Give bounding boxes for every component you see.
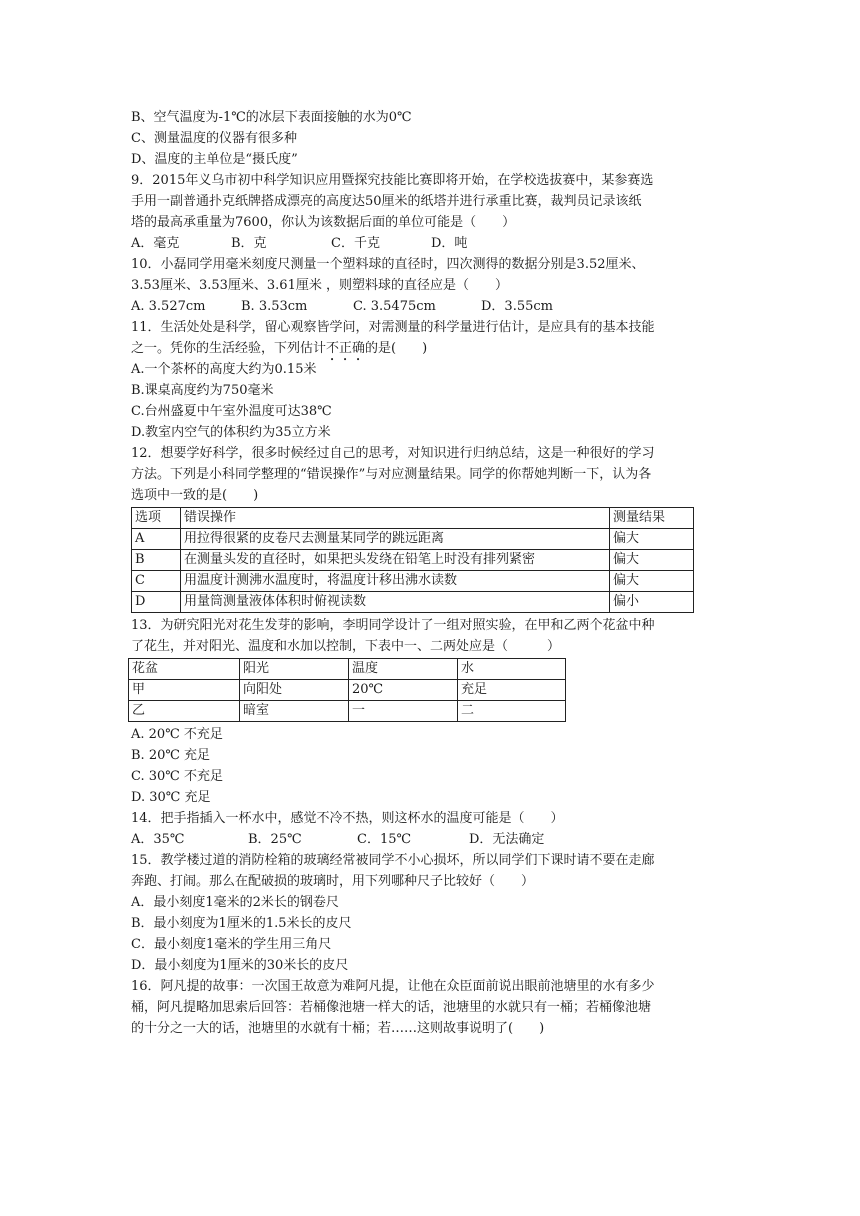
question-text: 塔的最高承重量为7600，你认为该数据后面的单位可能是（ ）	[131, 215, 516, 230]
answer-options	[131, 829, 731, 850]
answer-options	[131, 296, 731, 317]
table-cell: 偏大	[610, 571, 694, 592]
table-cell: 一	[349, 701, 458, 722]
option-c: C．15℃	[357, 832, 412, 847]
table-cell: B	[132, 550, 181, 571]
option-a: A. 20℃ 不充足	[131, 727, 223, 742]
table-row	[129, 701, 566, 722]
table-header-cell: 选项	[132, 508, 181, 529]
question-text: 14．把手指插入一杯水中，感觉不冷不热，则这杯水的温度可能是（ ）	[131, 811, 564, 826]
table-row	[132, 529, 694, 550]
question-text: 了花生，并对阳光、温度和水加以控制，下表中一、二两处应是（ ）	[131, 639, 561, 654]
question-text: 的十分之一大的话，池塘里的水就有十桶；若……这则故事说明了( )	[131, 1021, 545, 1036]
option-b: B. 3.53cm	[241, 299, 308, 314]
question-10	[131, 254, 731, 317]
question-text: 3.53厘米、3.53厘米、3.61厘米 ，则塑料球的直径应是（ ）	[131, 278, 508, 293]
table-cell: 充足	[458, 680, 566, 701]
option-d-line: D、温度的主单位是“摄氏度”	[131, 152, 298, 167]
option-a: A.一个茶杯的高度大约为0.15米	[131, 362, 317, 377]
question-text: 12．想要学好科学，很多时候经过自己的思考，对知识进行归纳总结，这是一种很好的学习	[131, 446, 655, 461]
option-b: B. 20℃ 充足	[131, 748, 211, 763]
answer-options	[131, 233, 731, 254]
question-text: 手用一副普通扑克纸牌搭成漂亮的高度达50厘米的纸塔并进行承重比赛，裁判员记录该纸	[131, 194, 642, 209]
table-cell: 偏小	[610, 592, 694, 613]
question-text-part: 的是( )	[365, 341, 428, 356]
option-b: B．克	[231, 236, 267, 251]
option-b: B.课桌高度约为750毫米	[131, 383, 274, 398]
option-c: C. 30℃ 不充足	[131, 769, 223, 784]
table-cell: 二	[458, 701, 566, 722]
option-d: D. 30℃ 充足	[131, 790, 211, 805]
table-cell: 偏大	[610, 550, 694, 571]
option-a: A．毫克	[131, 236, 180, 251]
question-text: 选项中一致的是( )	[131, 488, 259, 503]
table-cell: 20℃	[349, 680, 458, 701]
question-text: 16．阿凡提的故事：一次国王故意为难阿凡提，让他在众臣面前说出眼前池塘里的水有多少	[131, 979, 655, 994]
table-header-cell: 测量结果	[610, 508, 694, 529]
question-9	[131, 170, 731, 254]
question-text: 13．为研究阳光对花生发芽的影响，李明同学设计了一组对照实验，在甲和乙两个花盆中种	[131, 618, 655, 633]
option-c: C．千克	[331, 236, 380, 251]
table-cell: 在测量头发的直径时，如果把头发绕在铅笔上时没有排列紧密	[181, 550, 610, 571]
question-text: 桶，阿凡提略加思索后回答：若桶像池塘一样大的话，池塘里的水就只有一桶；若桶像池塘	[131, 1000, 652, 1015]
table-row	[132, 592, 694, 613]
exam-page	[131, 107, 731, 1039]
question-text-part: 之一。凭你的生活经验，下列估计	[131, 341, 327, 356]
option-c: C．最小刻度1毫米的学生用三角尺	[131, 937, 332, 952]
table-header-cell: 花盆	[129, 659, 240, 680]
table-cell: 乙	[129, 701, 240, 722]
table-cell: 甲	[129, 680, 240, 701]
option-d: D．最小刻度为1厘米的30米长的皮尺	[131, 958, 349, 973]
table-row	[132, 550, 694, 571]
question-text: 奔跑、打闹。那么在配破损的玻璃时，用下列哪种尺子比较好（ ）	[131, 874, 535, 889]
error-operation-table	[131, 507, 694, 613]
option-d: D．吨	[431, 236, 468, 251]
question-text: 15．教学楼过道的消防栓箱的玻璃经常被同学不小心损坏，所以同学们下课时请不要在走廊	[131, 853, 655, 868]
option-a: A．最小刻度1毫米的2米长的钢卷尺	[131, 895, 339, 910]
table-cell: 偏大	[610, 529, 694, 550]
table-row	[129, 680, 566, 701]
table-cell: C	[132, 571, 181, 592]
question-text: 11．生活处处是科学，留心观察皆学问，对需测量的科学量进行估计，是应具有的基本技能	[131, 320, 655, 335]
table-cell: 用量筒测量液体体积时俯视读数	[181, 592, 610, 613]
question-12	[131, 443, 731, 613]
question-text: 方法。下列是小科同学整理的“错误操作”与对应测量结果。同学的你帮她判断一下，认为各	[131, 467, 652, 482]
table-header-cell: 阳光	[240, 659, 349, 680]
peanut-experiment-table	[128, 658, 566, 722]
option-d: D．无法确定	[469, 832, 545, 847]
option-a: A．35℃	[131, 832, 185, 847]
table-cell: D	[132, 592, 181, 613]
option-b: B．25℃	[248, 832, 302, 847]
table-row	[132, 571, 694, 592]
table-header-cell: 水	[458, 659, 566, 680]
question-15	[131, 850, 731, 976]
question-text: 10．小磊同学用毫米刻度尺测量一个塑料球的直径时，四次测得的数据分别是3.52厘米、	[131, 257, 645, 272]
question-14	[131, 808, 731, 850]
option-b: B．最小刻度为1厘米的1.5米长的皮尺	[131, 916, 352, 931]
question-11	[131, 317, 731, 443]
question-13	[131, 615, 731, 808]
option-c: C. 3.5475cm	[353, 299, 436, 314]
option-a: A. 3.527cm	[131, 299, 206, 314]
option-c-line: C、测量温度的仪器有很多种	[131, 131, 297, 146]
table-cell: A	[132, 529, 181, 550]
table-header-cell: 温度	[349, 659, 458, 680]
table-header-row	[129, 659, 566, 680]
table-cell: 用拉得很紧的皮卷尺去测量某同学的跳远距离	[181, 529, 610, 550]
table-header-cell: 错误操作	[181, 508, 610, 529]
emphasized-text: 不正确	[326, 341, 366, 356]
option-c: C.台州盛夏中午室外温度可达38℃	[131, 404, 332, 419]
option-b-line: B、空气温度为-1℃的冰层下表面接触的水为0℃	[131, 110, 412, 125]
question-text	[131, 338, 731, 359]
table-cell: 用温度计测沸水温度时，将温度计移出沸水读数	[181, 571, 610, 592]
table-header-row	[132, 508, 694, 529]
table-cell: 暗室	[240, 701, 349, 722]
question-text: 9．2015年义乌市初中科学知识应用暨探究技能比赛即将开始，在学校选拔赛中，某参赛选	[131, 173, 654, 188]
question-16	[131, 976, 731, 1039]
option-d: D.教室内空气的体积约为35立方米	[131, 425, 331, 440]
table-cell: 向阳处	[240, 680, 349, 701]
option-d: D．3.55cm	[481, 299, 553, 314]
